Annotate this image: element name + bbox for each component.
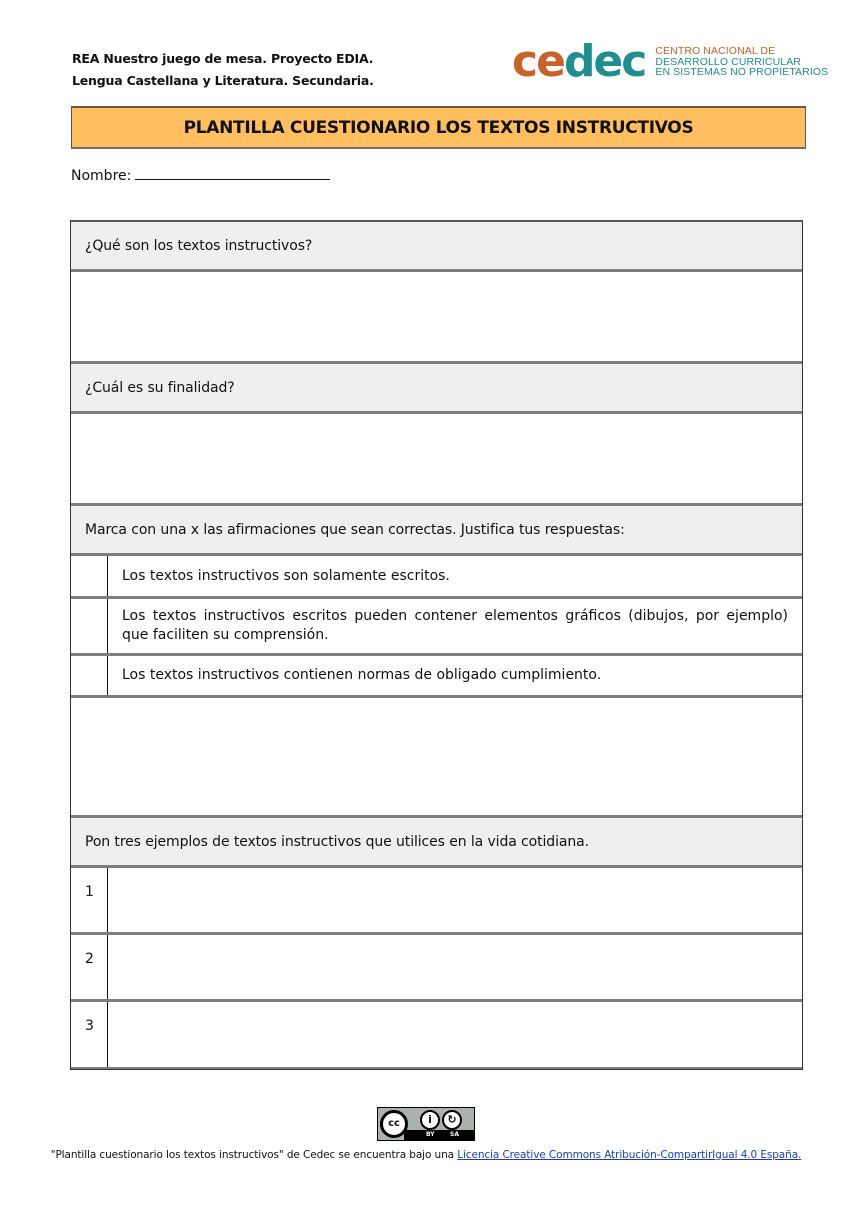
statement-row (71, 556, 802, 599)
share-alike-icon: ↻ (442, 1110, 462, 1130)
example-answer-area[interactable] (108, 935, 802, 999)
question-3-justification-area[interactable] (71, 698, 802, 818)
header-project-line: REA Nuestro juego de mesa. Proyecto EDIA. (72, 51, 374, 66)
statement-checkbox[interactable] (71, 656, 108, 695)
statement-text: Los textos instructivos son solamente escritos. (122, 567, 450, 584)
license-attribution (0, 1149, 852, 1161)
name-label: Nombre: (71, 168, 132, 184)
statement-checkbox[interactable] (71, 556, 108, 596)
example-row (71, 935, 802, 1002)
example-row (71, 868, 802, 935)
cedec-logo (512, 36, 829, 87)
name-field[interactable] (71, 166, 330, 184)
cc-icon: cc (380, 1110, 408, 1138)
cc-by-sa-badge-icon (377, 1107, 475, 1141)
cedec-tagline: CENTRO NACIONAL DE DESARROLLO CURRICULAR EN SISTEMAS NO PROPIETARIOS (655, 45, 829, 79)
question-2-prompt: ¿Cuál es su finalidad? (71, 364, 802, 414)
question-1-answer-area[interactable] (71, 272, 802, 364)
statement-row (71, 656, 802, 698)
header-subject-line: Lengua Castellana y Literatura. Secundaria. (72, 73, 374, 88)
name-blank-line[interactable] (135, 166, 330, 180)
statement-text: Los textos instructivos contienen normas de obligado cumplimiento. (122, 667, 602, 683)
example-number: 2 (71, 935, 108, 999)
question-2-answer-area[interactable] (71, 414, 802, 506)
example-answer-area[interactable] (108, 868, 802, 932)
example-number: 1 (71, 868, 108, 932)
badge-label-strip: BY SA (404, 1130, 474, 1140)
statement-row (71, 599, 802, 656)
question-1-prompt: ¿Qué son los textos instructivos? (71, 222, 802, 272)
attribution-text: "Plantilla cuestionario los textos instructivos" de Cedec se encuentra bajo una (50, 1149, 458, 1161)
question-3-prompt: Marca con una x las afirmaciones que sean correctas. Justifica tus respuestas: (71, 506, 802, 556)
questionnaire-table (70, 220, 803, 1070)
question-4-prompt: Pon tres ejemplos de textos instructivos que utilices en la vida cotidiana. (71, 818, 802, 868)
license-footer (0, 1107, 852, 1161)
page-title: PLANTILLA CUESTIONARIO LOS TEXTOS INSTRUCTIVOS (71, 106, 806, 149)
statement-text: Los textos instructivos escritos pueden contener elementos gráficos (dibujos, por ejemplo) que faciliten su comprensión. (122, 608, 788, 643)
example-row (71, 1002, 802, 1069)
attribution-person-icon: i (420, 1110, 440, 1130)
statement-checkbox[interactable] (71, 599, 108, 653)
example-answer-area[interactable] (108, 1002, 802, 1067)
license-link[interactable]: Licencia Creative Commons Atribución-CompartirIgual 4.0 España. (457, 1149, 802, 1161)
example-number: 3 (71, 1002, 108, 1067)
document-header (72, 48, 374, 92)
cedec-wordmark: cedec (512, 36, 646, 87)
